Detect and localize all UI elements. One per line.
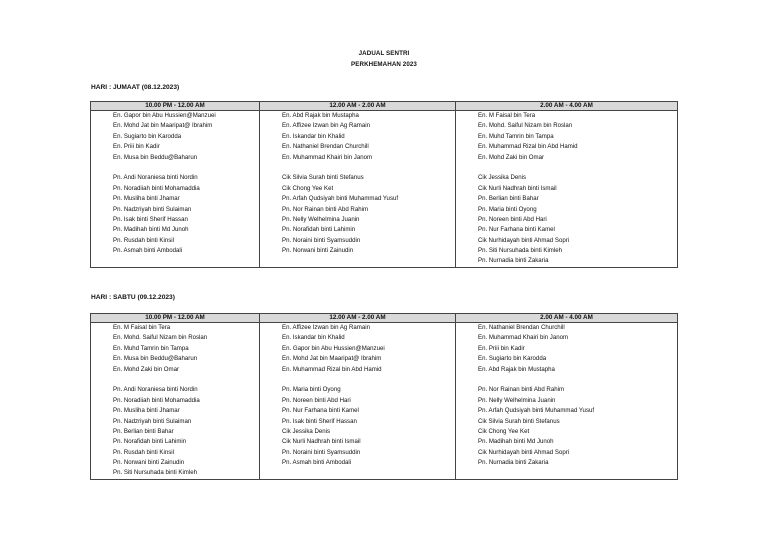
- list-item-name: Pn. Isak binti Sherif Hassan: [113, 215, 188, 223]
- list-item-name: Pn. Arfah Qudsiyah binti Muhammad Yusuf: [282, 195, 399, 203]
- list-item-name: En. Priii bin Kadir: [478, 344, 525, 352]
- list-item-name: Cik Silvia Surah binti Stefanus: [478, 417, 560, 425]
- list-item-name: Cik Nurli Nadhrah binti Ismail: [478, 184, 557, 192]
- list-item-name: Pn. Asmah binti Ambodali: [113, 247, 183, 255]
- list-item-name: En. Nathaniel Brendan Churchill: [282, 143, 369, 151]
- list-item-name: En. Muhammad Rizal bin Abd Hamid: [478, 143, 578, 151]
- list-item-name: Pn. Arfah Qudsiyah binti Muhammad Yusuf: [478, 407, 595, 415]
- list-item-name: En. M Faisal bin Tera: [113, 324, 171, 331]
- shift-cell: [456, 323, 678, 480]
- list-item-name: En. M Faisal bin Tera: [478, 112, 536, 119]
- list-item-name: En. Mohd Jat bin Maaripat@ Ibrahim: [282, 355, 382, 363]
- list-item-name: Cik Nurli Nadhrah binti Ismail: [282, 438, 361, 446]
- list-item-name: Pn. Noraini binti Syamsuddin: [282, 448, 361, 456]
- list-item-name: Pn. Madihah binti Md Junoh: [113, 226, 189, 234]
- list-item-name: En. Affizee Izwan bin Ag Ramain: [282, 122, 370, 130]
- list-item-name: Cik Chong Yee Ket: [282, 184, 334, 192]
- list-item-name: Pn. Noreen binti Abd Hari: [282, 396, 351, 404]
- list-item-name: En. Mohd Zaki bin Omar: [478, 153, 545, 161]
- list-item-name: Cik Nurhidayah binti Ahmad Sopri: [478, 236, 570, 244]
- table-header-row: [91, 314, 678, 323]
- list-item-name: Pn. Madihah binti Md Junoh: [478, 438, 554, 446]
- list-item-name: Pn. Rusdah binti Kinsil: [113, 236, 174, 244]
- list-item-name: Pn. Isak binti Sherif Hassan: [282, 417, 357, 425]
- group-spacer: [282, 375, 455, 385]
- schedule-table-saturday: [90, 313, 678, 480]
- list-item-name: En. Mohd Jat bin Maaripat@ Ibrahim: [113, 122, 213, 130]
- list-item-name: Pn. Musliha binti Jhamar: [113, 195, 180, 203]
- list-item-name: Pn. Nadzriyah binti Sulaiman: [113, 417, 192, 425]
- table-row: [91, 111, 678, 268]
- list-item-name: Pn. Norwani binti Zainudin: [113, 459, 185, 467]
- list-item-name: Cik Chong Yee Ket: [478, 427, 530, 435]
- list-item-name: Pn. Nur Farhana binti Kamel: [282, 407, 359, 415]
- shift-cell: [260, 323, 456, 480]
- column-header-shift-2: 12.00 AM - 2.00 AM: [260, 314, 456, 323]
- list-item-name: Cik Jessika Denis: [282, 427, 331, 435]
- list-item-name: En. Mohd. Saiful Nizam bin Roslan: [113, 334, 208, 342]
- table-header-row: [91, 102, 678, 111]
- group-spacer: [282, 163, 455, 173]
- list-item-name: Pn. Norafidah binti Lahimin: [113, 438, 187, 446]
- list-item-name: Pn. Berlian binti Bahar: [113, 427, 174, 435]
- list-item-name: En. Muhd Tamrin bin Tampa: [478, 132, 554, 140]
- list-item-name: Pn. Noreen binti Abd Hari: [478, 215, 547, 223]
- list-item-name: En. Muhammad Khairi bin Janom: [282, 153, 373, 161]
- list-item-name: Pn. Berlian binti Bahar: [478, 195, 539, 203]
- list-item-name: En. Priii bin Kadir: [113, 143, 160, 151]
- list-item-name: En. Musa bin Beddu@Baharun: [113, 153, 198, 161]
- list-item-name: Pn. Andi Noraniesa binti Nordin: [113, 386, 198, 394]
- list-item-name: En. Sugiarto bin Karodda: [478, 355, 547, 363]
- column-header-shift-1: 10.00 PM - 12.00 AM: [91, 314, 260, 323]
- list-item-name: Pn. Nelly Welhelmina Juanin: [478, 396, 556, 404]
- shift-cell: [260, 111, 456, 268]
- list-item-name: En. Abd Rajak bin Mustapha: [478, 365, 555, 373]
- list-item-name: Pn. Nadzriyah binti Sulaiman: [113, 205, 192, 213]
- list-item-name: Pn. Siti Nursuhada binti Kimleh: [478, 247, 563, 255]
- list-item-name: Pn. Nor Rainan binti Abd Rahim: [478, 386, 565, 394]
- list-item-name: Pn. Nurnadia binti Zakaria: [478, 257, 549, 265]
- list-item-name: En. Sugiarto bin Karodda: [113, 132, 182, 140]
- list-item-name: Pn. Noradiiah binti Mohamaddia: [113, 396, 200, 404]
- list-item-name: En. Abd Rajak bin Mustapha: [282, 112, 359, 119]
- shift-cell: [91, 323, 260, 480]
- list-item-name: Cik Nurhidayah binti Ahmad Sopri: [478, 448, 570, 456]
- shift-cell: [456, 111, 678, 268]
- list-item-name: Pn. Nelly Welhelmina Juanin: [282, 215, 360, 223]
- list-item-name: En. Iskandar bin Khalid: [282, 334, 345, 342]
- table-row: [91, 323, 678, 480]
- list-item-name: Pn. Rusdah binti Kinsil: [113, 448, 174, 456]
- list-item-name: En. Musa bin Beddu@Baharun: [113, 355, 198, 363]
- column-header-shift-3: 2.00 AM - 4.00 AM: [456, 102, 678, 111]
- list-item-name: Pn. Noraini binti Syamsuddin: [282, 236, 361, 244]
- list-item-name: Pn. Norwani binti Zainudin: [282, 247, 354, 255]
- list-item-name: En. Muhd Tamrin bin Tampa: [113, 344, 189, 352]
- column-header-shift-1: 10.00 PM - 12.00 AM: [91, 102, 260, 111]
- shift-cell: [91, 111, 260, 268]
- list-item-name: Pn. Andi Noraniesa binti Nordin: [113, 174, 198, 182]
- document-subtitle: PERKHEMAHAN 2023: [351, 61, 417, 68]
- list-item-name: Cik Jessika Denis: [478, 174, 527, 182]
- list-item-name: En. Mohd Zaki bin Omar: [113, 365, 180, 373]
- list-item-name: En. Gapor bin Abu Hussien@Manzuei: [113, 112, 216, 119]
- list-item-name: Pn. Norafidah binti Lahimin: [282, 226, 356, 234]
- list-item-name: En. Muhammad Rizal bin Abd Hamid: [282, 365, 382, 373]
- group-spacer: [113, 163, 259, 173]
- list-item-name: En. Nathaniel Brendan Churchill: [478, 324, 565, 331]
- day-label-saturday: HARI : SABTU (09.12.2023): [91, 294, 175, 301]
- list-item-name: En. Affizee Izwan bin Ag Ramain: [282, 324, 370, 331]
- group-spacer: [113, 375, 259, 385]
- list-item-name: Pn. Siti Nursuhada binti Kimleh: [113, 469, 198, 477]
- list-item-name: Cik Silvia Surah binti Stefanus: [282, 174, 364, 182]
- schedule-table-friday: [90, 101, 678, 268]
- list-item-name: Pn. Asmah binti Ambodali: [282, 459, 352, 467]
- column-header-shift-2: 12.00 AM - 2.00 AM: [260, 102, 456, 111]
- list-item-name: Pn. Noradiiah binti Mohamaddia: [113, 184, 200, 192]
- list-item-name: Pn. Maria binti Oyong: [478, 205, 537, 213]
- list-item-name: Pn. Nurnadia binti Zakaria: [478, 459, 549, 467]
- group-spacer: [478, 163, 677, 173]
- column-header-shift-3: 2.00 AM - 4.00 AM: [456, 314, 678, 323]
- list-item-name: En. Mohd. Saiful Nizam bin Roslan: [478, 122, 573, 130]
- list-item-name: En. Muhammad Khairi bin Janom: [478, 334, 569, 342]
- list-item-name: Pn. Musliha binti Jhamar: [113, 407, 180, 415]
- list-item-name: En. Gapor bin Abu Hussien@Manzuei: [282, 344, 385, 352]
- list-item-name: En. Iskandar bin Khalid: [282, 132, 345, 140]
- list-item-name: Pn. Nor Rainan binti Abd Rahim: [282, 205, 369, 213]
- day-label-friday: HARI : JUMAAT (08.12.2023): [91, 84, 180, 91]
- list-item-name: Pn. Nur Farhana binti Kamel: [478, 226, 555, 234]
- group-spacer: [478, 375, 677, 385]
- list-item-name: Pn. Maria binti Oyong: [282, 386, 341, 394]
- document-title: JADUAL SENTRI: [358, 50, 410, 57]
